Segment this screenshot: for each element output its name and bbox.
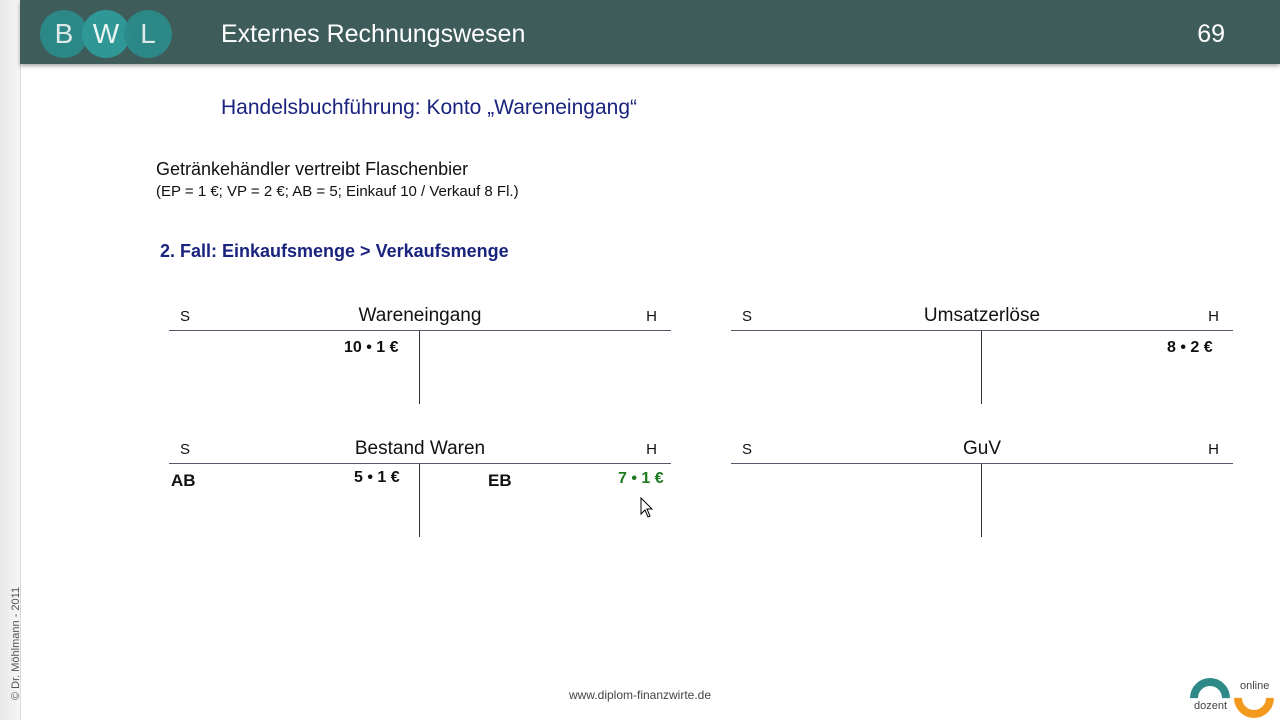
account-header-line — [169, 330, 671, 331]
haben-label: H — [646, 441, 657, 458]
logo-text-online: online — [1240, 680, 1270, 692]
intro-text: Getränkehändler vertreibt Flaschenbier — [156, 159, 469, 179]
account-title: GuV — [962, 438, 1002, 459]
dozent-online-logo — [1186, 676, 1280, 720]
haben-entry: 8 • 2 € — [1167, 339, 1213, 356]
copyright-text: © Dr. Möhlmann - 2011 — [10, 586, 22, 700]
case-heading: 2. Fall: Einkaufsmenge > Verkaufsmenge — [160, 241, 509, 261]
soll-label: S — [742, 441, 753, 458]
logo-letter-w: W — [82, 10, 130, 58]
logo-text-dozent: dozent — [1194, 700, 1228, 712]
header-bar — [20, 0, 1280, 64]
soll-label: S — [180, 308, 191, 325]
account-title: Bestand Waren — [354, 438, 486, 459]
left-strip — [0, 0, 21, 720]
account-divider — [981, 331, 982, 404]
mouse-cursor-icon — [640, 497, 654, 519]
intro-parameters: (EP = 1 €; VP = 2 €; AB = 5; Einkauf 10 / Verkauf 8 Fl.) — [156, 183, 519, 200]
page-number: 69 — [1197, 20, 1225, 48]
account-divider — [419, 331, 420, 404]
slide-subtitle: Handelsbuchführung: Konto „Wareneingang“ — [221, 96, 637, 119]
soll-label: S — [180, 441, 191, 458]
soll-label: S — [742, 308, 753, 325]
account-header-line — [731, 330, 1233, 331]
account-header-line — [731, 463, 1233, 464]
soll-entry: 5 • 1 € — [354, 469, 400, 486]
haben-label: H — [646, 308, 657, 325]
header-title: Externes Rechnungswesen — [221, 20, 526, 48]
eb-label: EB — [488, 471, 512, 490]
haben-label: H — [1208, 441, 1219, 458]
account-title: Umsatzerlöse — [923, 305, 1041, 326]
logo-arc-teal — [1182, 670, 1239, 726]
soll-entry: 10 • 1 € — [344, 339, 399, 356]
haben-label: H — [1208, 308, 1219, 325]
t-account-wareneingang — [169, 300, 671, 410]
t-account-bestand-waren — [169, 433, 671, 543]
logo-arc-orange — [1226, 670, 1280, 726]
eb-entry: 7 • 1 € — [618, 470, 664, 487]
logo-letter-b: B — [40, 10, 88, 58]
account-divider — [419, 464, 420, 537]
t-account-guv — [731, 433, 1233, 543]
account-header-line — [169, 463, 671, 464]
ab-label: AB — [171, 471, 196, 490]
t-account-umsatzerloese — [731, 300, 1233, 410]
logo-letter-l: L — [124, 10, 172, 58]
bwl-logo — [40, 10, 180, 58]
account-divider — [981, 464, 982, 537]
footer-url: www.diplom-finanzwirte.de — [568, 688, 712, 702]
account-title: Wareneingang — [358, 305, 482, 326]
